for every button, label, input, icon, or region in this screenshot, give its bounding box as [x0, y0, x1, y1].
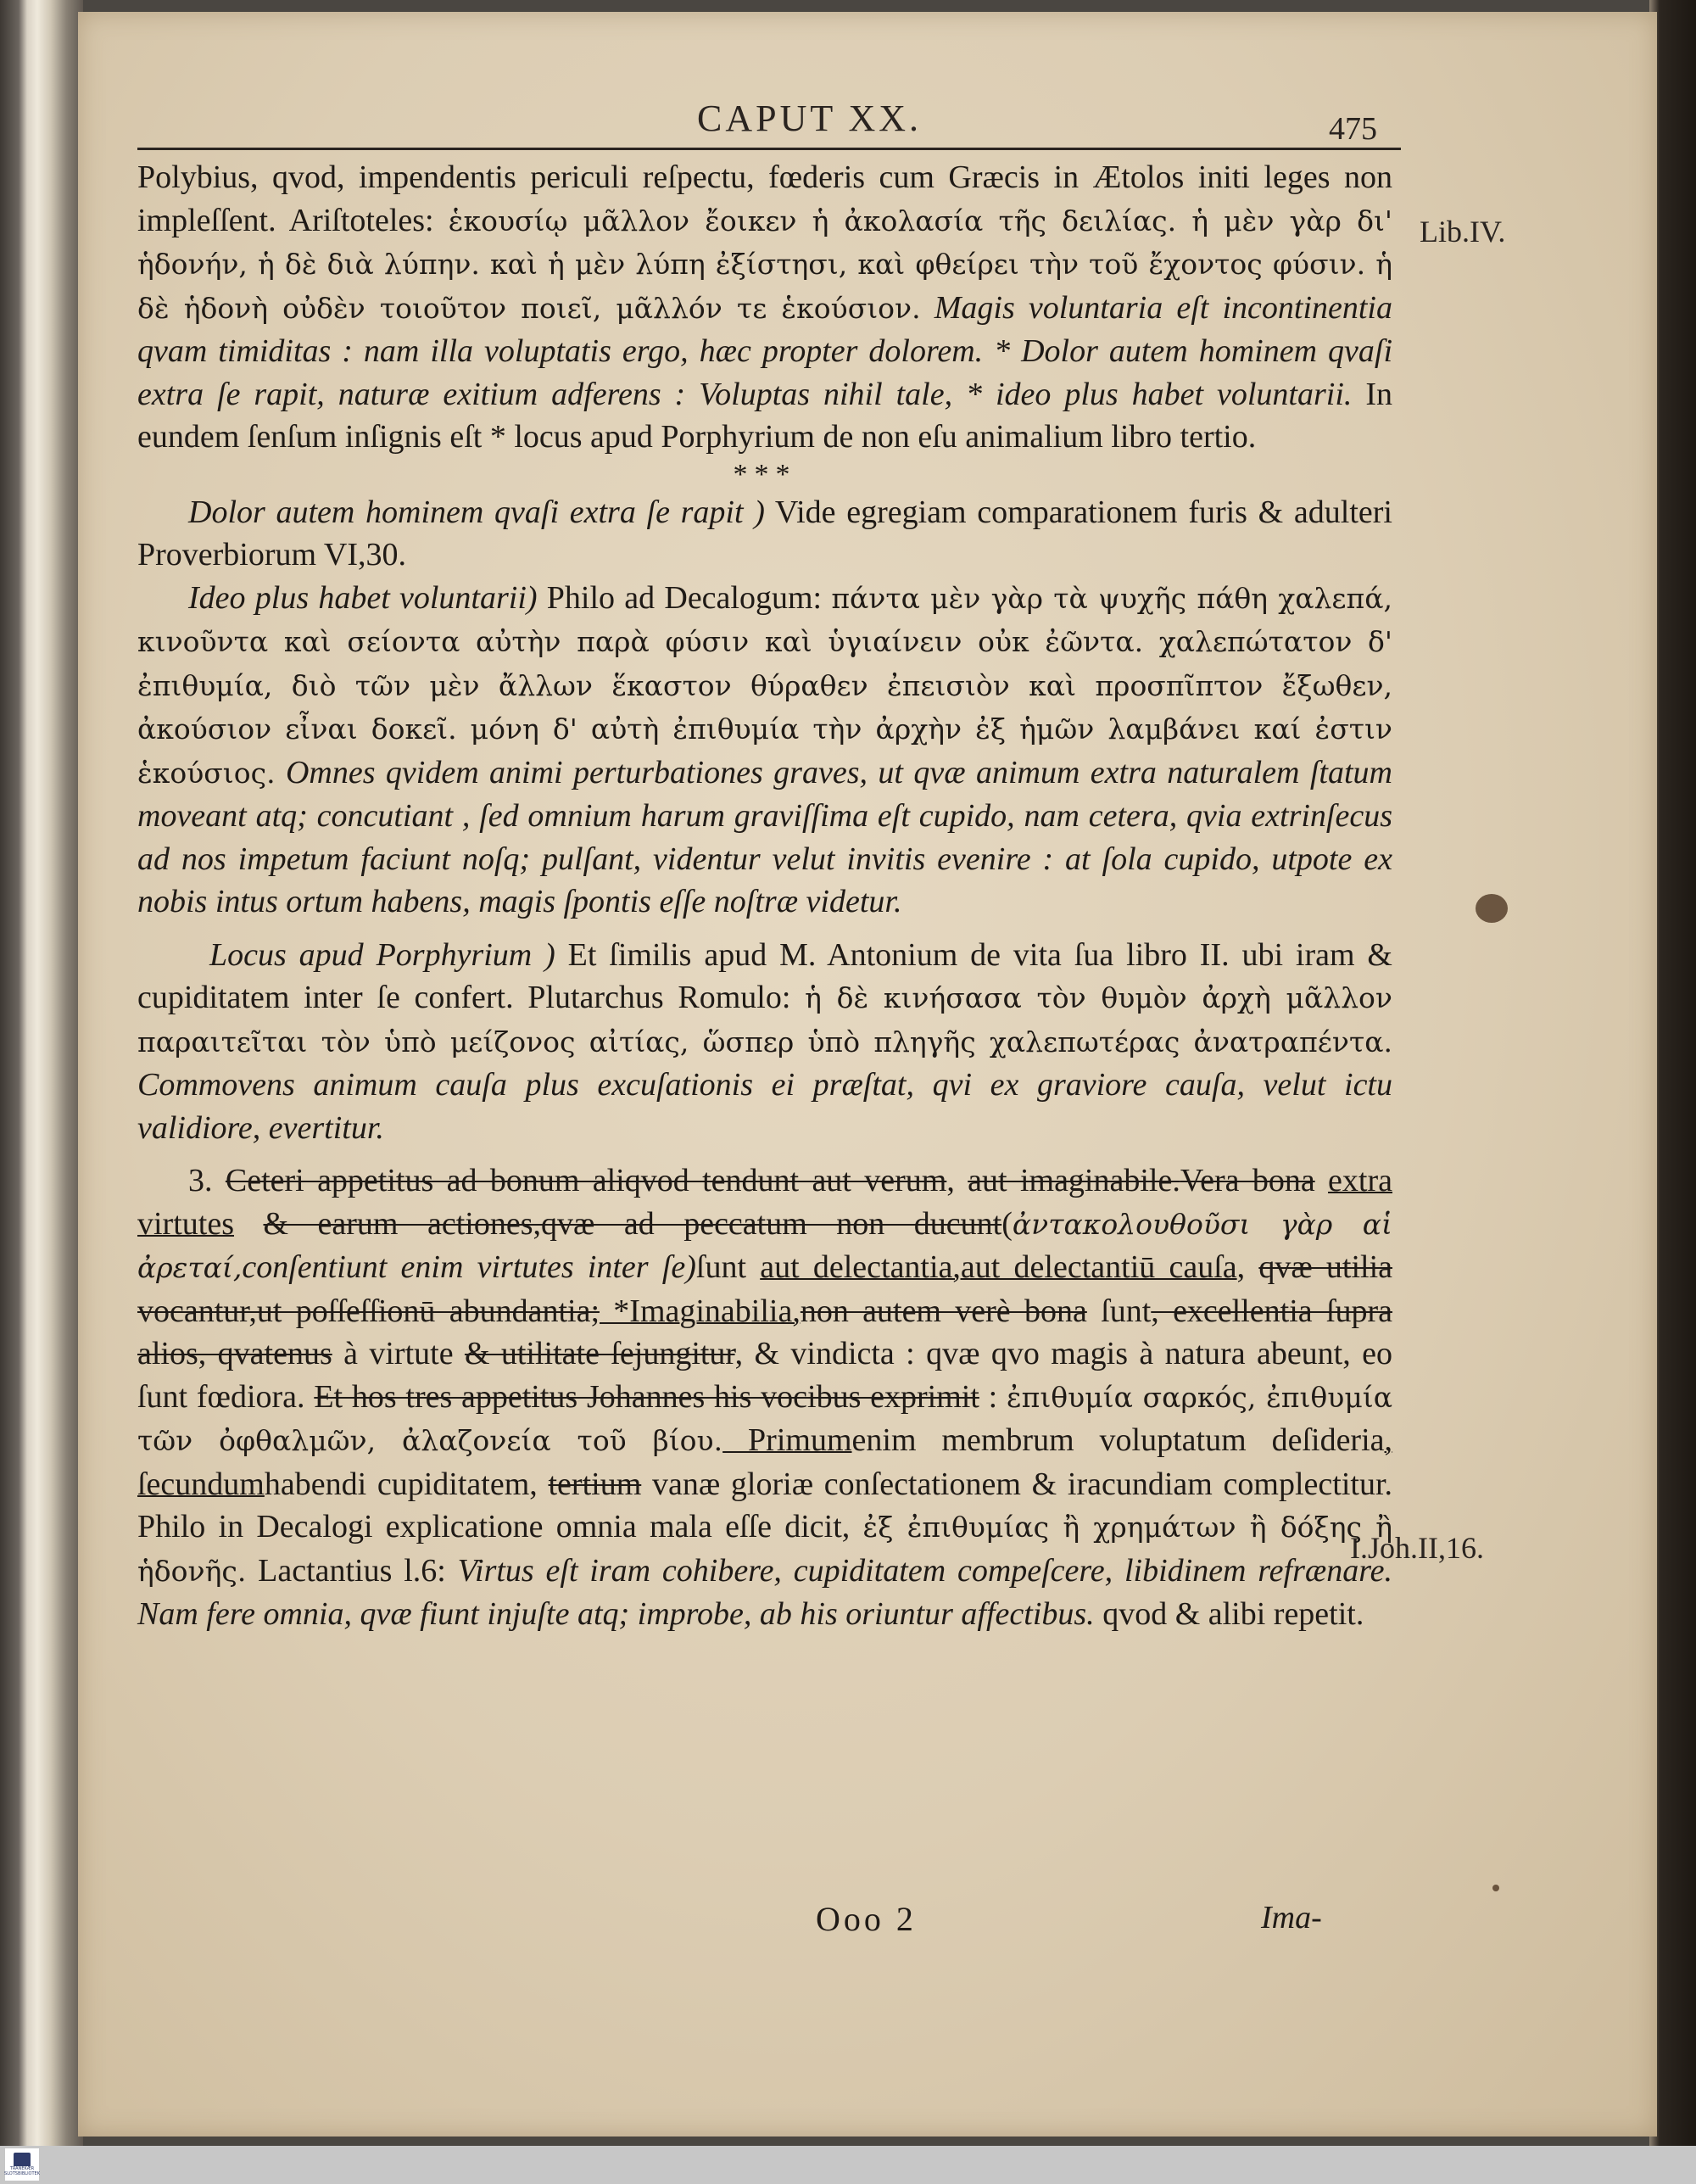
p5-strike-9: Et hos tres appetitus Johannes his vocibus exprimit [314, 1378, 979, 1415]
p5-text: , & vindicta : qvæ qvo magis à natura abeunt, eo ſunt fœdiora. [137, 1336, 1392, 1415]
signature-mark: Ooo 2 [816, 1900, 917, 1938]
book-binding-left [0, 0, 83, 2146]
p5-strike-4: & earum actiones,qvæ ad peccatum non ducunt [263, 1205, 1002, 1242]
p3-greek-quote: πάντα μὲν γὰρ τὰ ψυχῆς πάθη χαλεπά, κινοῦντα καὶ σείοντα αὐτὴν παρὰ φύσιν καὶ ὑγιαίνειν οὐκ ἐῶντα. χαλεπώτατον δ' ἐπιθυμία, διὸ τῶν μὲν ἄλλων ἕκαστον θύραθεν ἐπεισιὸν καὶ προσπῖπτον ἔξωθεν, ἀκούσιον εἶναι δοκεῖ. μόνη δ' αὐτὴ ἐπιθυμία τὴν ἀρχὴν ἐξ ἡμῶν λαμβάνει καί ἐστιν ἑκούσιος. [137, 581, 1392, 790]
p5-strike-7: , excellentia ſupra alios, qvatenus [137, 1293, 1392, 1371]
p5-underline-1: extra virtutes [137, 1163, 1392, 1242]
p5-strike-3: Vera bona [1180, 1163, 1315, 1198]
p5-text: ( [1001, 1205, 1013, 1242]
p3-lemma: Ideo plus habet voluntarii) [188, 579, 538, 616]
p5-strike-2: aut imaginabile. [968, 1163, 1180, 1198]
p2-comment: Vide egregiam comparationem furis & adulteri Proverbiorum VI,30. [137, 494, 1392, 573]
library-logo [5, 2148, 39, 2181]
p4-latin-translation: Commovens animum cauſa plus excuſationis ei præſtat, qvi ex graviore cauſa, velut ictu validiore, evertitur. [137, 1067, 1392, 1146]
p5-greek-1: ἀντακολουθοῦσι γὰρ αἱ ἀρεταί, [137, 1207, 1392, 1284]
p5-number: 3. [188, 1163, 226, 1198]
header-rule [137, 148, 1401, 150]
p5-strike-5: qvæ utilia vocantur,ut poſſeſſionū abundantia; [137, 1249, 1392, 1329]
margin-note-lib: Lib.IV. [1420, 215, 1506, 249]
p5-text: ſunt [695, 1249, 761, 1285]
p5-text: qvod & alibi repetit. [1094, 1596, 1364, 1632]
paragraph-3 [137, 577, 1392, 924]
p5-text [1315, 1163, 1328, 1198]
p5-text [234, 1206, 264, 1242]
paragraph-gap [137, 924, 1392, 934]
main-text [137, 156, 1392, 1636]
p5-text: : [979, 1378, 1007, 1415]
p5-underline-4: Primum [722, 1422, 852, 1458]
paragraph-gap [137, 1149, 1392, 1159]
p1-greek-quote: ἑκουσίῳ μᾶλλον ἔοικεν ἡ ἀκολασία τῆς δειλίας. ἡ μὲν γὰρ δι' ἡδονήν, ἡ δὲ διὰ λύπην. καὶ ἡ μὲν λύπη ἐξίστησι, καὶ φθείρει τὴν τοῦ ἔχοντος φύσιν. ἡ δὲ ἡδονὴ οὐδὲν τοιοῦτον ποιεῖ, μᾶλλόν τε ἑκούσιον. [137, 204, 1392, 325]
page-header [137, 88, 1409, 148]
running-title: CAPUT XX. [697, 98, 923, 139]
p5-text: vanæ gloriæ conſectationem & iracundiam complectitur. Philo in Decalogi explicatione omnia mala eſſe dicit, [137, 1466, 1392, 1544]
p5-latin-quote: Virtus eſt iram cohibere, cupiditatem compeſcere, libidinem refrænare. Nam fere omnia, qvæ fiunt injuſte atq; improbe, ab his oriuntur affectibus. [137, 1552, 1392, 1632]
p4-greek-quote: ἡ δὲ κινήσασα τὸν θυμὸν ἀρχὴ μᾶλλον παραιτεῖται τὸν ὑπὸ μείζονος αἰτίας, ὥσπερ ὑπὸ πληγῆς χαλεπωτέρας ἀνατραπέντα. [137, 981, 1392, 1058]
p5-strike-1: Ceteri appetitus ad bonum aliqvod tendunt aut verum [225, 1163, 947, 1198]
p5-text: , [1236, 1249, 1259, 1285]
p1-latin-translation: Magis voluntaria eſt incontinentia qvam timiditas : nam illa voluptatis ergo, hæc propter dolorem. * Dolor autem hominem qvaſi extra ſe rapit, naturæ exitium adferens : Voluptas nihil tale, * ideo plus habet voluntarii. [137, 289, 1392, 412]
p4-comment: Et ſimilis apud M. Antonium de vita ſua libro II. ubi iram & cupiditatem inter ſe confert. Plutarchus Romulo: [137, 936, 1392, 1015]
p5-text: enim membrum voluptatum deſideria [851, 1422, 1385, 1458]
p3-source: Philo ad Decalogum: [537, 579, 832, 616]
margin-note-joh: I.Joh.II,16. [1350, 1531, 1484, 1565]
viewer-bottom-bar [0, 2146, 1696, 2184]
ink-speck [1492, 1885, 1499, 1891]
p5-text: habendi cupiditatem, [264, 1466, 549, 1502]
page-footer [78, 1899, 1657, 1950]
p5-strike-6: non autem verè bona [800, 1293, 1087, 1329]
p5-underline-2: aut delectantia,aut delectantiū cauſa [760, 1249, 1237, 1285]
ink-blot [1476, 894, 1508, 923]
p5-latin-gloss: conſentiunt enim virtutes inter ſe) [242, 1249, 696, 1285]
paragraph-4 [137, 934, 1392, 1150]
p4-lemma: Locus apud Porphyrium ) [209, 936, 555, 973]
library-logo-text: TRANEKÆR SLOTSBIBLIOTEK [4, 2166, 40, 2176]
p3-latin-translation: Omnes qvidem animi perturbationes graves, ut qvæ animum extra naturalem ſtatum moveant atq; concutiant , ſed omnium harum graviſſima eſt cupido, nam cetera, qvia extrinſecus ad nos impetum faciunt noſq; pulſant, videntur velut invitis evenire : at ſola cupido, utpote ex nobis intus ortum habens, magis ſpontis eſſe noſtræ videtur. [137, 754, 1392, 919]
paragraph-2 [137, 491, 1392, 577]
p5-greek-3: ἐξ ἐπιθυμίας ἢ χρημάτων ἢ δόξης ἢ ἡδονῆς. [137, 1511, 1393, 1588]
p5-text: Lactantius l.6: [246, 1552, 458, 1589]
p5-text: , [946, 1163, 968, 1198]
p5-greek-2: ἐπιθυμία σαρκός, ἐπιθυμία τῶν ὀφθαλμῶν, ἀλαζονεία τοῦ βίου. [137, 1380, 1392, 1457]
book-page [78, 12, 1657, 2137]
p5-text: à virtute [332, 1336, 465, 1371]
p5-strike-8: & utilitate ſejungitur [464, 1336, 735, 1371]
p5-underline-5: , ſecundum [137, 1422, 1393, 1502]
library-logo-icon [14, 2153, 31, 2166]
p1-conclusion: In eundem ſenſum inſignis eſt * locus apud Porphyrium de non eſu animalium libro tertio. [137, 376, 1392, 455]
p2-lemma: Dolor autem hominem qvaſi extra ſe rapit ) [188, 494, 765, 530]
p5-underline-3: *Imaginabilia, [600, 1293, 801, 1329]
paragraph-1 [137, 156, 1392, 459]
section-asterisks: *** [733, 458, 797, 490]
p5-strike-10: tertium [548, 1466, 642, 1502]
p1-latin-intro: Polybius, qvod, impendentis periculi reſpectu, fœderis cum Græcis in Ætolos initi leges non impleſſent. Ariſtoteles: [137, 159, 1392, 238]
paragraph-5 [137, 1159, 1392, 1636]
page-number: 475 [1329, 111, 1377, 147]
p5-text: ſunt [1086, 1293, 1152, 1329]
catchword: Ima- [1261, 1900, 1322, 1935]
